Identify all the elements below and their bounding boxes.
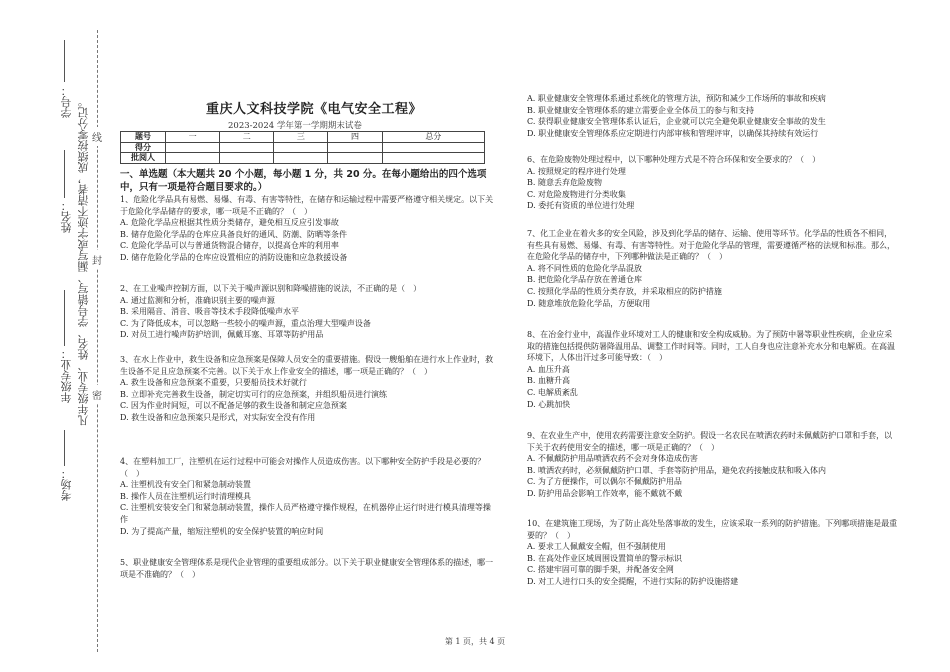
option[interactable]: D. 对工人进行口头的安全提醒，不进行实际的防护设施搭建 xyxy=(527,576,739,586)
option[interactable]: A. 注塑机没有安全门和紧急制动装置 xyxy=(120,480,251,490)
score-header-cell: 一 xyxy=(166,132,220,143)
question-10 xyxy=(527,518,899,588)
exam-title: 重庆人文科技学院《电气安全工程》 xyxy=(206,102,423,117)
option[interactable]: C. 获得职业健康安全管理体系认证后，企业就可以完全避免职业健康安全事故的发生 xyxy=(527,117,826,127)
option[interactable]: C. 危险化学品可以与普通货物混合储存，以提高仓库的利用率 xyxy=(120,241,339,251)
grader-row xyxy=(121,153,485,164)
option[interactable]: C. 注塑机安装安全门和紧急制动装置，操作人员严格遵守操作规程，在机器停止运行时进行模具清理等操作 xyxy=(120,503,491,524)
option[interactable]: A. 通过监测和分析，准确识别主要的噪声源 xyxy=(120,295,275,305)
question-4 xyxy=(120,456,495,537)
option[interactable]: C. 为了方便操作，可以偶尔不佩戴防护用品 xyxy=(527,477,682,487)
option[interactable]: B. 把危险化学品存放在普通仓库 xyxy=(527,275,642,285)
score-row xyxy=(121,142,485,153)
score-row-label: 得分 xyxy=(121,142,166,153)
score-header-cell: 二 xyxy=(220,132,274,143)
examroom-label: 考场： xyxy=(60,468,73,501)
option[interactable]: B. 立即补充完善救生设备，制定切实可行的应急预案，并组织船员进行演练 xyxy=(120,389,387,399)
score-cell[interactable] xyxy=(220,142,274,153)
question-stem: 6、在危险废物处理过程中，以下哪种处理方式是不符合环保和安全要求的？（ ） xyxy=(527,155,821,164)
option[interactable]: A. 要求工人佩戴安全帽，但不强制使用 xyxy=(527,542,666,552)
question-1 xyxy=(120,194,495,264)
option[interactable]: C. 搭建牢固可靠的脚手架，并配备安全网 xyxy=(527,565,674,575)
score-header-cell: 总分 xyxy=(382,132,484,143)
option[interactable]: A. 血压升高 xyxy=(527,364,570,374)
score-cell[interactable] xyxy=(382,142,484,153)
option[interactable]: B. 职业健康安全管理体系的建立需要企业全体员工的参与和支持 xyxy=(527,105,754,115)
option[interactable]: A. 危险化学品应根据其性质分类储存，避免相互反应引发事故 xyxy=(120,218,339,228)
class-label: 年级专业： xyxy=(60,348,73,403)
option[interactable]: D. 职业健康安全管理体系应定期进行内部审核和管理评审，以确保其持续有效运行 xyxy=(527,128,819,138)
score-cell[interactable] xyxy=(166,142,220,153)
class-field[interactable] xyxy=(64,290,65,346)
seal-char-xian: 线 xyxy=(92,127,102,146)
option[interactable]: D. 救生设备和应急预案只是形式，对实际安全没有作用 xyxy=(120,412,316,422)
binding-line xyxy=(97,30,98,652)
question-stem: 3、在水上作业中，救生设备和应急预案是保障人员安全的重要措施。假设一艘船舶在进行水上作业时，救生设备不足且应急预案不完善。以下关于水上作业安全的描述，哪一项是正确的？（ ） xyxy=(120,355,494,376)
option[interactable]: D. 储存危险化学品的仓库应设置相应的消防设施和应急救援设备 xyxy=(120,252,348,262)
exam-subtitle: 2023-2024 学年第一学期期末试卷 xyxy=(228,121,362,131)
student-id-label: 学号： xyxy=(60,85,73,118)
option[interactable]: B. 操作人员在注塑机运行时清理模具 xyxy=(120,491,251,501)
option[interactable]: D. 为了提高产量，缩短注塑机的安全保护装置的响应时间 xyxy=(120,526,324,536)
question-9 xyxy=(527,430,899,500)
option[interactable]: D. 随意堆放危险化学品，方便取用 xyxy=(527,298,651,308)
question-5-options xyxy=(527,93,899,139)
score-header-cell: 三 xyxy=(274,132,328,143)
grader-cell[interactable] xyxy=(166,153,220,164)
grader-cell[interactable] xyxy=(382,153,484,164)
score-header-cell: 题号 xyxy=(121,132,166,143)
question-stem: 9、在农业生产中，使用农药需要注意安全防护。假设一名农民在喷洒农药时未佩戴防护口罩和手套，以下关于农药使用安全的描述，哪一项是正确的？（ ） xyxy=(527,431,893,452)
question-stem: 4、在塑料加工厂，注塑机在运行过程中可能会对操作人员造成伤害。以下哪种安全防护手段是必要的？（ ） xyxy=(120,457,486,478)
option[interactable]: D. 对员工进行噪声防护培训，佩戴耳塞、耳罩等防护用品 xyxy=(120,330,324,340)
option[interactable]: A. 按照规定的程序进行处理 xyxy=(527,166,626,176)
option[interactable]: C. 因为作业时间短，可以不配备足够的救生设备和制定应急预案 xyxy=(120,401,347,411)
option[interactable]: A. 将不同性质的危险化学品混放 xyxy=(527,263,642,273)
student-id-field[interactable] xyxy=(64,40,65,82)
section-heading: 一、单选题（本大题共 20 个小题，每小题 1 分，共 20 分。在每小题给出的四个选项中，只有一项是符合题目要求的。） xyxy=(120,169,487,193)
score-header-row xyxy=(121,132,485,143)
option[interactable]: B. 喷洒农药时，必须佩戴防护口罩、手套等防护用品，避免农药接触皮肤和吸入体内 xyxy=(527,465,826,475)
option[interactable]: C. 按照化学品的性质分类存放，并采取相应的防护措施 xyxy=(527,286,722,296)
option[interactable]: B. 采用隔音、消音、吸音等技术手段降低噪声水平 xyxy=(120,307,299,317)
question-stem: 5、职业健康安全管理体系是现代企业管理的重要组成部分。以下关于职业健康安全管理体系的描述，哪一项是不准确的？（ ） xyxy=(120,558,494,579)
score-header-cell: 四 xyxy=(328,132,382,143)
question-5 xyxy=(120,557,495,580)
question-stem: 2、在工业噪声控制方面，以下关于噪声源识别和降噪措施的说法，不正确的是（ ） xyxy=(120,284,422,293)
question-7 xyxy=(527,228,899,309)
question-8 xyxy=(527,329,899,410)
option[interactable]: A. 救生设备和应急预案不重要，只要船员技术好就行 xyxy=(120,378,307,388)
name-label: 姓名： xyxy=(60,200,73,233)
binding-warning: 凡年级专业、姓名、学号错写、漏写或字迹不清者，成绩按零分记。 xyxy=(77,96,90,426)
option[interactable]: D. 委托有资质的单位进行处理 xyxy=(527,201,635,211)
name-field[interactable] xyxy=(64,150,65,198)
option[interactable]: B. 血糖升高 xyxy=(527,376,570,386)
option[interactable]: D. 心跳加快 xyxy=(527,399,571,409)
question-3 xyxy=(120,354,495,424)
grader-cell[interactable] xyxy=(328,153,382,164)
seal-char-mi: 密 xyxy=(92,385,102,404)
grader-cell[interactable] xyxy=(274,153,328,164)
page-footer: 第 1 页，共 4 页 xyxy=(444,637,506,646)
score-cell[interactable] xyxy=(328,142,382,153)
score-table xyxy=(120,131,485,164)
option[interactable]: D. 防护用品会影响工作效率，能不戴就不戴 xyxy=(527,488,683,498)
option[interactable]: B. 在高处作业区域周围设置简单的警示标识 xyxy=(527,553,682,563)
seal-char-feng: 封 xyxy=(92,250,102,269)
option[interactable]: A. 职业健康安全管理体系通过系统化的管理方法，预防和减少工作场所的事故和疾病 xyxy=(527,94,826,103)
question-2 xyxy=(120,283,495,341)
score-cell[interactable] xyxy=(274,142,328,153)
grader-row-label: 批阅人 xyxy=(121,153,166,164)
option[interactable]: C. 为了降低成本，可以忽略一些较小的噪声源，重点治理大型噪声设备 xyxy=(120,318,371,328)
question-6 xyxy=(527,154,899,212)
grader-cell[interactable] xyxy=(220,153,274,164)
option[interactable]: B. 储存危险化学品的仓库应具备良好的通风、防潮、防晒等条件 xyxy=(120,229,347,239)
option[interactable]: C. 对危险废物进行分类收集 xyxy=(527,189,626,199)
question-stem: 1、危险化学品具有易燃、易爆、有毒、有害等特性，在储存和运输过程中需要严格遵守相关规定。以下关于危险化学品储存的要求，哪一项是不正确的？（ ） xyxy=(120,195,494,216)
examroom-field[interactable] xyxy=(64,430,65,466)
option[interactable]: A. 不佩戴防护用品喷洒农药不会对身体造成伤害 xyxy=(527,454,698,464)
option[interactable]: C. 电解质紊乱 xyxy=(527,387,578,397)
option[interactable]: B. 随意丢弃危险废物 xyxy=(527,178,602,188)
question-stem: 10、在建筑施工现场，为了防止高处坠落事故的发生，应该采取一系列的防护措施。下列哪项措施是最重要的？（ ） xyxy=(527,519,898,540)
question-stem: 8、在冶金行业中，高温作业环境对工人的健康和安全构成威胁。为了预防中暑等职业性疾病，企业应采取的措施包括提供防暑降温用品、调整工作时间等。同时，工人自身也应注意补充水分和电解质。在高温环境下，人体出汗过多可能导致：（ ） xyxy=(527,330,895,363)
question-stem: 7、化工企业在着火多的安全风险，涉及到化学品的储存、运输、使用等环节。化学品的性质各不相同，有些具有易燃、易爆、有毒、有害等特性。对于危险化学品的管理，需要遵循严格的法规和标准。那么，在危险化学品的储存中，下列哪种做法是正确的？（ ） xyxy=(527,229,895,262)
